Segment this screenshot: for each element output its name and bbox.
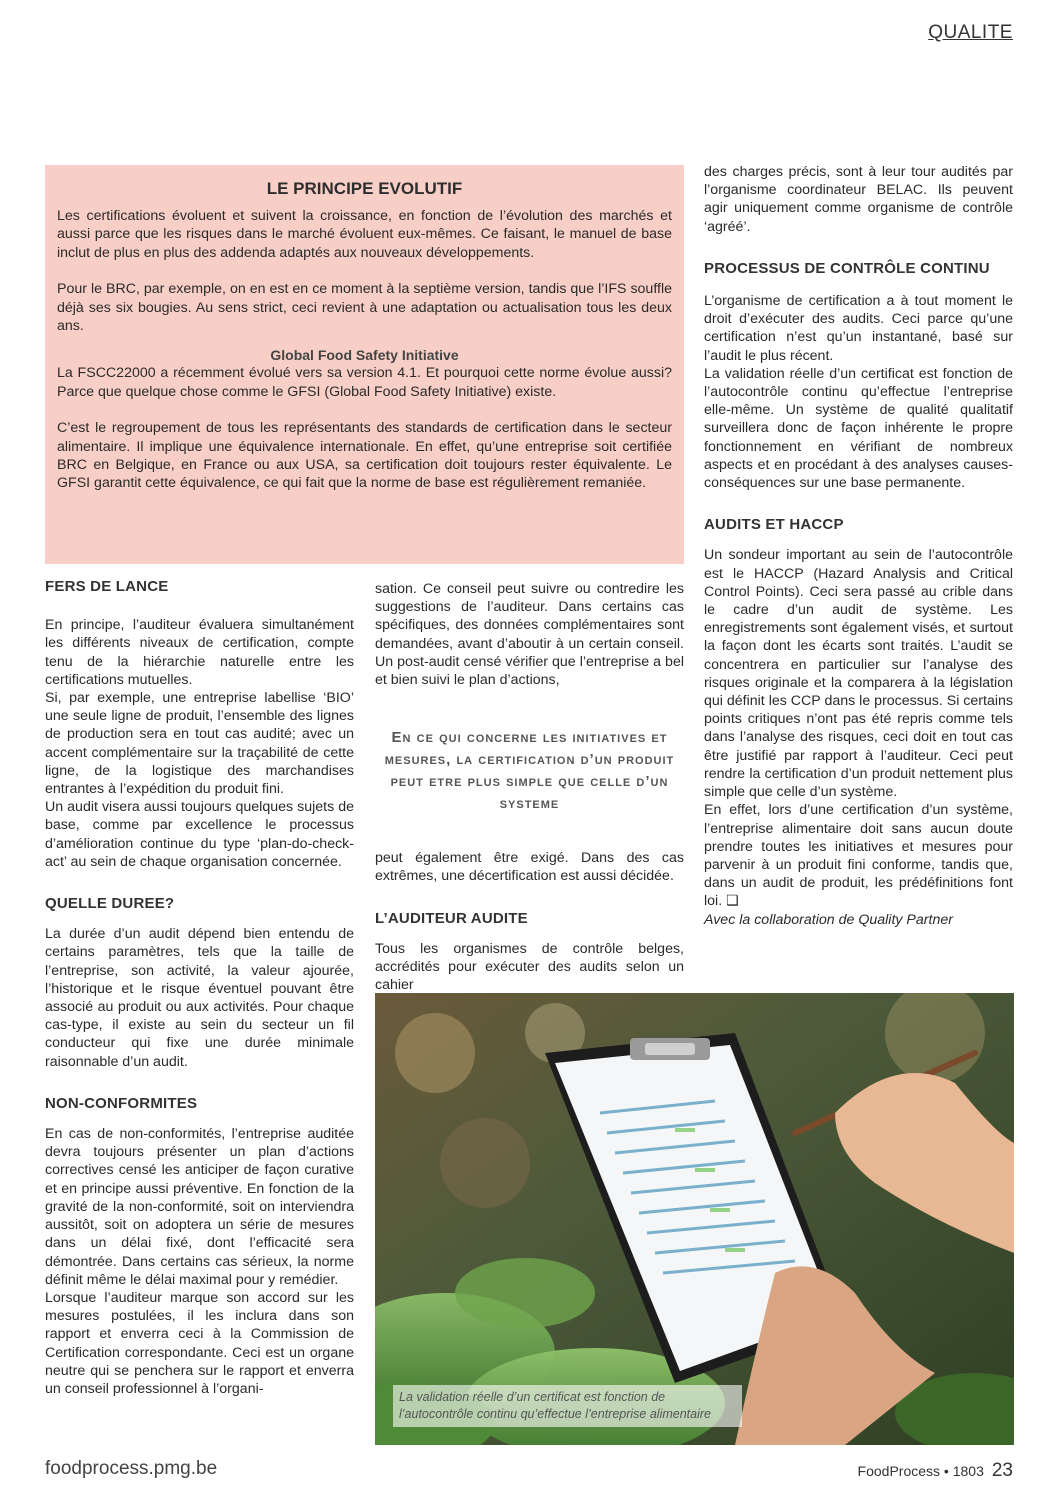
box-paragraph: La FSCC22000 a récemment évolué vers sa version 4.1. Et pourquoi cette norme évolue aussi? Parce que quelque chose comme le GFSI (Global Food Safety Initiative) existe. xyxy=(57,365,672,400)
column-middle xyxy=(375,580,684,994)
paragraph: peut également être exigé. Dans des cas extrêmes, une décertification est aussi décidée. xyxy=(375,850,684,885)
credit-line: Avec la collaboration de Quality Partner xyxy=(704,911,953,928)
column-left xyxy=(45,578,354,1398)
paragraph xyxy=(704,801,1013,910)
box-subtitle: Global Food Safety Initiative xyxy=(270,347,459,364)
box-paragraph: Pour le BRC, par exemple, on en est en ce moment à la septième version, tandis que l’IFS souffle déjà ses six bougies. Au sens strict, ceci revient à une adaptation ou actualisation tous les deux ans. xyxy=(57,281,672,335)
paragraph: Si, par exemple, une entreprise labellise ‘BIO’ une seule ligne de produit, l’ensemble des lignes de production sera en tout cas audité; avec un accent complémentaire sur la traçabilité de cette ligne, de la logistique des marchandises entrantes à l’expédition du produit fini. xyxy=(45,690,354,798)
paragraph: sation. Ce conseil peut suivre ou contredire les suggestions de l’auditeur. Dans certains cas spécifiques, des données complémentaires sont demandées, avant d’aboutir à un certain conseil. Un post-audit censé vérifier que l’entreprise a bel et bien suivi le plan d’actions, xyxy=(375,581,684,689)
heading-fers-de-lance: FERS DE LANCE xyxy=(45,578,169,595)
column-right xyxy=(704,163,1013,929)
photo-caption: La validation réelle d’un certificat est fonction de l’autocontrôle continu qu’effectue l’entreprise alimentaire xyxy=(393,1385,742,1427)
paragraph: Tous les organismes de contrôle belges, accrédités pour exécuter des audits selon un cahier xyxy=(375,940,684,994)
paragraph: des charges précis, sont à leur tour audités par l’organisme coordinateur BELAC. Ils peuvent agir uniquement comme organisme de contrôle ‘agréé’. xyxy=(704,164,1013,235)
box-paragraph: Les certifications évoluent et suivent la croissance, en fonction de l’évolution des marchés et aussi parce que les risques dans le marché évoluent eux-mêmes. Ce faisant, le manuel de base inclut de plus en plus des addenda adaptés aux nouveaux développements. xyxy=(57,208,672,261)
heading-audits-haccp: AUDITS ET HACCP xyxy=(704,516,844,534)
end-mark-icon: ❑ xyxy=(726,893,739,910)
page-number: 23 xyxy=(991,1460,1013,1481)
paragraph: Lorsque l’auditeur marque son accord sur les mesures postulées, il les inclura dans son rapport et enverra ceci à la Commission de Certification correspondante. Ceci est un organe neutre qui se penchera sur le rapport et enverra un conseil professionnel à l’organi- xyxy=(45,1289,354,1397)
footer-url[interactable]: foodprocess.pmg.be xyxy=(45,1458,218,1479)
paragraph: Un sondeur important au sein de l’autocontrôle est le HACCP (Hazard Analysis and Critical Control Points). Ceci sera passé au crible dans le cadre d’un audit de système. Les enregistrements sont également visés, et surtout la façon dont les écarts sont traités. L’audit se concentrera en particulier sur l’analyse des risques originale et la comparera à la législation qui définit les CCP dans le processus. Si certains points critiques n’ont pas été repris comme tels dans l’analyse des risques, ceci doit en tout cas être justifié par rapport à l’auditeur. Ceci peut rendre la certification d’un produit nettement plus simple que celle d’un système. xyxy=(704,547,1013,801)
sidebar-box xyxy=(45,165,684,564)
paragraph-text: En effet, lors d’une certification d’un système, l’entreprise alimentaire doit sans aucun doute prendre toutes les initiatives et mesures pour parvenir à un produit fini conforme, tandis que, dans un audit de produit, les prédéfinitions font loi. xyxy=(704,802,1013,910)
section-label: QUALITE xyxy=(928,22,1013,43)
box-title: LE PRINCIPE EVOLUTIF xyxy=(266,179,463,198)
issue-label: FoodProcess • 1803 xyxy=(857,1463,984,1479)
box-paragraph: C’est le regroupement de tous les représentants des standards de certification dans le secteur alimentaire. Il implique une équivalence internationale. En effet, qu’une entreprise soit certifiée BRC en Belgique, en France ou aux USA, sa certification doit toujours rester équivalente. Le GFSI garantit cette équivalence, ce qui fait que la norme de base est régulièrement remaniée. xyxy=(57,420,672,492)
photo-illustration xyxy=(375,993,1014,1445)
footer-issue xyxy=(858,1460,1013,1482)
clipboard-photo xyxy=(375,993,1014,1445)
heading-processus-controle: PROCESSUS DE CONTRÔLE CONTINU xyxy=(704,259,990,277)
paragraph: La validation réelle d’un certificat est fonction de l’autocontrôle continu qu’effectue l’entreprise elle-même. Un système de qualité qualitatif surveillera donc de façon inhérente le propre fonctionnement en vérifiant de nombreux aspects et en procédant à des analyses causes-conséquences sur une base permanente. xyxy=(704,365,1013,492)
heading-auditeur-audite: L’AUDITEUR AUDITE xyxy=(375,909,528,927)
paragraph: La durée d’un audit dépend bien entendu de certains paramètres, tels que la taille de l’entreprise, son activité, la valeur ajourée, l’historique et le risque éventuel pouvant être associé au produit ou aux activités. Pour chaque cas-type, il existe au sein du secteur un fil conducteur qui fixe une durée minimale raisonnable d’un audit. xyxy=(45,926,354,1070)
heading-non-conformites: NON-CONFORMITES xyxy=(45,1094,198,1112)
paragraph: Un audit visera aussi toujours quelques sujets de base, comme par excellence le processus d’amélioration continue du type ‘plan-do-check-act’ au sein de chaque organisation concernée. xyxy=(45,799,354,870)
paragraph: L’organisme de certification a à tout moment le droit d’exécuter des audits. Ceci parce qu’une certification n’est qu’un instantané, basé sur l’audit le plus récent. xyxy=(704,293,1013,364)
pull-quote: En ce qui concerne les initiatives et mesures, la certification d’un produit peut etre plus simple que celle d’un systeme xyxy=(384,729,675,813)
paragraph: En principe, l’auditeur évaluera simultanément les différents niveaux de certification, compte tenu de la hiérarchie naturelle entre les certifications mutuelles. xyxy=(45,617,354,688)
heading-quelle-duree: QUELLE DUREE? xyxy=(45,895,175,913)
paragraph: En cas de non-conformités, l’entreprise auditée devra toujours présenter un plan d’actions correctives censé les anticiper de façon curative et en principe aussi préventive. En fonction de la gravité de la non-conformité, soit on interviendra aussitôt, soit on adoptera un série de mesures dans un délai fixé, dont l’efficacité sera démontrée. Dans certains cas sérieux, la norme définit même le délai maximal pour y remédier. xyxy=(45,1126,354,1288)
